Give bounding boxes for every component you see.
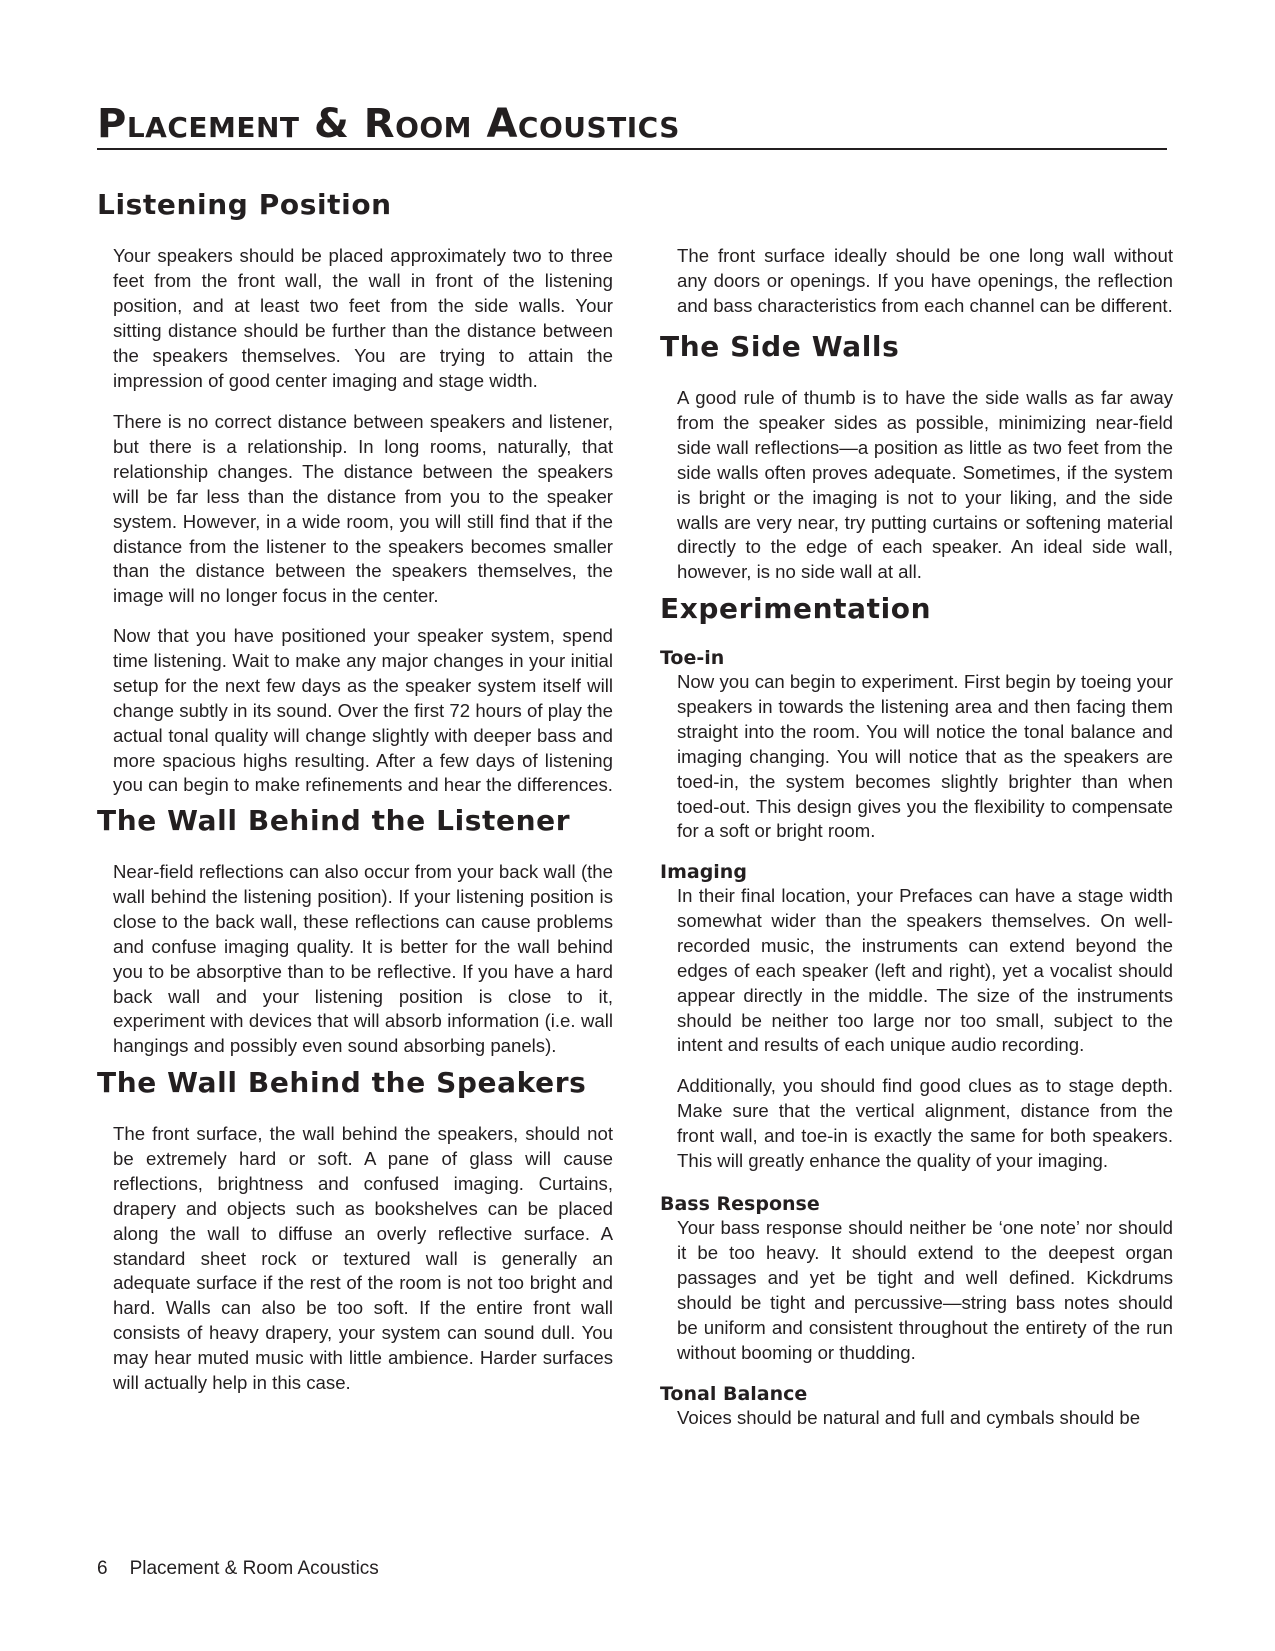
paragraph-side-walls: A good rule of thumb is to have the side walls as far away from the speaker sides as possible, minimizing near-field side wall reflections—a position as little as two feet from the side walls often proves adequate. Sometimes, if the system is bright or the imaging is not to your liking, and the side walls are very near, try putting curtains or softening material directly to the edge of each speaker. An ideal side wall, however, is no side wall at all.: [677, 387, 1173, 583]
subheading-tonal-balance: Tonal Balance: [660, 1383, 808, 1405]
paragraph-imaging-1: In their final location, your Prefaces can have a stage width somewhat wider than the speakers themselves. On well-recorded music, the instruments can extend beyond the edges of each speaker (left and right), yet a vocalist should appear directly in the middle. The size of the instruments should be neither too large nor too small, subject to the intent and results of each unique audio recording.: [677, 885, 1173, 1056]
paragraph-wall-behind-listener: Near-field reflections can also occur from your back wall (the wall behind the listening position). If your listening position is close to the back wall, these reflections can cause problems and confuse imaging quality. It is better for the wall behind you to be absorptive than to be reflective. If you have a hard back wall and your listening position is close to it, experiment with devices that will absorb information (i.e. wall hangings and possibly even sound absorbing panels).: [113, 861, 613, 1057]
paragraph-toe-in: Now you can begin to experiment. First begin by toeing your speakers in towards the listening area and then facing them straight into the room. You will notice the tonal balance and imaging changing. You will notice that as the speakers are toed-in, the system becomes slightly brighter than when toed-out. This design gives you the flexibility to compensate for a soft or bright room.: [677, 671, 1173, 842]
heading-side-walls: The Side Walls: [660, 330, 900, 363]
paragraph-imaging-2: Additionally, you should find good clues as to stage depth. Make sure that the vertical alignment, distance from the front wall, and toe-in is exactly the same for both speakers. This will greatly enhance the quality of your imaging.: [677, 1075, 1173, 1171]
page-footer: [97, 1558, 379, 1580]
heading-listening-position: Listening Position: [97, 188, 392, 221]
subheading-bass-response: Bass Response: [660, 1193, 820, 1215]
paragraph-listening-2: There is no correct distance between speakers and listener, but there is a relationship. In long rooms, naturally, that relationship changes. The distance between the speakers will be far less than the distance from you to the speaker system. However, in a wide room, you will still find that if the distance from the listener to the speakers becomes smaller than the distance between the speakers themselves, the image will no longer focus in the center.: [113, 411, 613, 607]
subheading-imaging: Imaging: [660, 861, 747, 883]
paragraph-wall-behind-speakers: The front surface, the wall behind the speakers, should not be extremely hard or soft. A pane of glass will cause reflections, brightness and confused imaging. Curtains, drapery and objects such as bookshelves can be placed along the wall to diffuse an overly reflective surface. A standard sheet rock or textured wall is generally an adequate surface if the rest of the room is not too bright and hard. Walls can also be too soft. If the entire front wall consists of heavy drapery, your system can sound dull. You may hear muted music with little ambience. Harder surfaces will actually help in this case.: [113, 1123, 613, 1394]
paragraph-listening-1: Your speakers should be placed approximately two to three feet from the front wall, the wall in front of the listening position, and at least two feet from the side walls. Your sitting distance should be further than the distance between the speakers themselves. You are trying to attain the impression of good center imaging and stage width.: [113, 245, 613, 391]
paragraph-listening-3: Now that you have positioned your speaker system, spend time listening. Wait to make any major changes in your initial setup for the next few days as the speaker system itself will change subtly in its sound. Over the first 72 hours of play the actual tonal quality will change slightly with deeper bass and more spacious highs resulting. After a few days of listening you can begin to make refinements and hear the differences.: [113, 625, 613, 796]
heading-wall-behind-speakers: The Wall Behind the Speakers: [97, 1066, 587, 1099]
paragraph-tonal-balance: Voices should be natural and full and cymbals should be: [677, 1407, 1141, 1428]
heading-wall-behind-listener: The Wall Behind the Listener: [97, 804, 571, 837]
paragraph-bass-response: Your bass response should neither be ‘one note’ nor should it be too heavy. It should extend to the deepest organ passages and yet be tight and well defined. Kickdrums should be tight and percussive—string bass notes should be uniform and consistent throughout the entirety of the run without booming or thudding.: [677, 1217, 1173, 1363]
paragraph-front-surface: The front surface ideally should be one long wall without any doors or openings. If you have openings, the reflection and bass characteristics from each channel can be different.: [677, 245, 1173, 316]
subheading-toe-in: Toe-in: [660, 647, 725, 669]
page-number: 6: [97, 1558, 108, 1579]
page-title: Placement & Room Acoustics: [97, 100, 1167, 150]
footer-section-title: Placement & Room Acoustics: [129, 1558, 379, 1579]
heading-experimentation: Experimentation: [660, 592, 932, 625]
